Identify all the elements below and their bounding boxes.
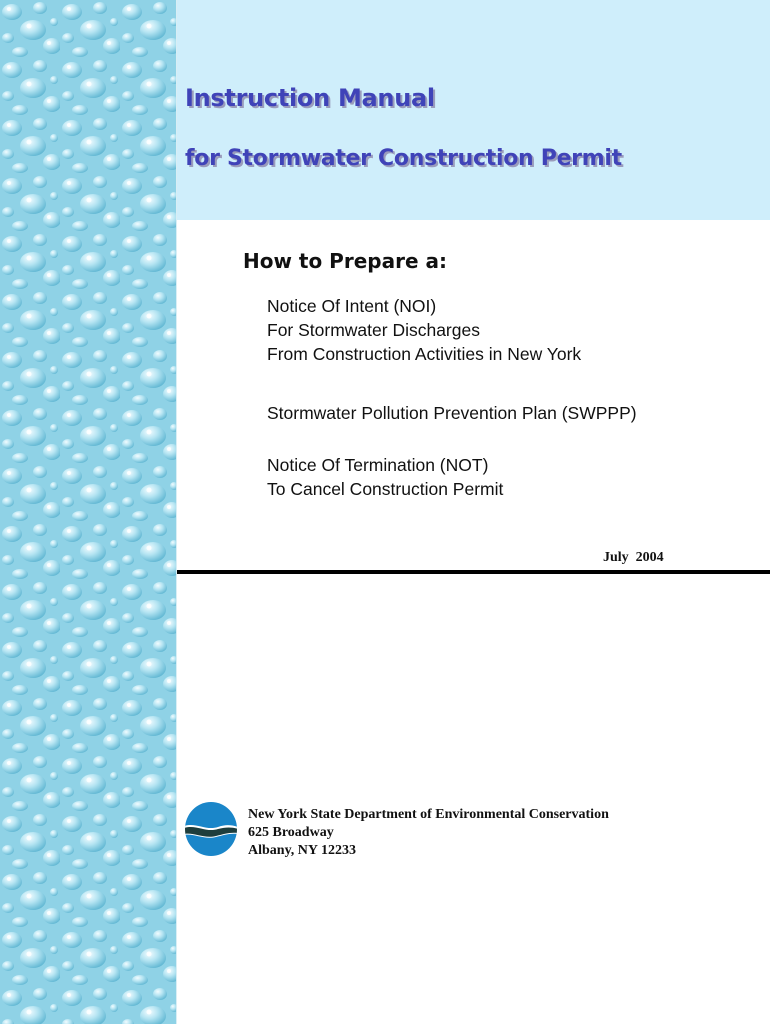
swppp-line: Stormwater Pollution Prevention Plan (SWPPP) bbox=[267, 403, 637, 423]
water-droplets-texture bbox=[0, 0, 176, 1024]
not-line: Notice Of Termination (NOT) bbox=[267, 455, 489, 475]
divider-rule bbox=[177, 570, 770, 574]
agency-street: 625 Broadway bbox=[248, 825, 334, 840]
document-title: Instruction Manual bbox=[185, 84, 435, 112]
noi-line: For Stormwater Discharges bbox=[267, 320, 480, 340]
document-subtitle: for Stormwater Construction Permit bbox=[185, 146, 622, 171]
noi-line: Notice Of Intent (NOI) bbox=[267, 296, 437, 316]
noi-item bbox=[267, 294, 581, 366]
nys-dec-logo-icon bbox=[184, 801, 238, 857]
agency-city: Albany, NY 12233 bbox=[248, 843, 357, 858]
swppp-item bbox=[267, 401, 637, 425]
not-line: To Cancel Construction Permit bbox=[267, 479, 504, 499]
prepare-heading: How to Prepare a: bbox=[243, 249, 447, 273]
agency-name: New York State Department of Environmental Conservation bbox=[248, 807, 609, 822]
publication-date: July 2004 bbox=[603, 550, 664, 565]
not-item bbox=[267, 453, 503, 501]
noi-line: From Construction Activities in New York bbox=[267, 344, 582, 364]
agency-address bbox=[248, 806, 609, 860]
